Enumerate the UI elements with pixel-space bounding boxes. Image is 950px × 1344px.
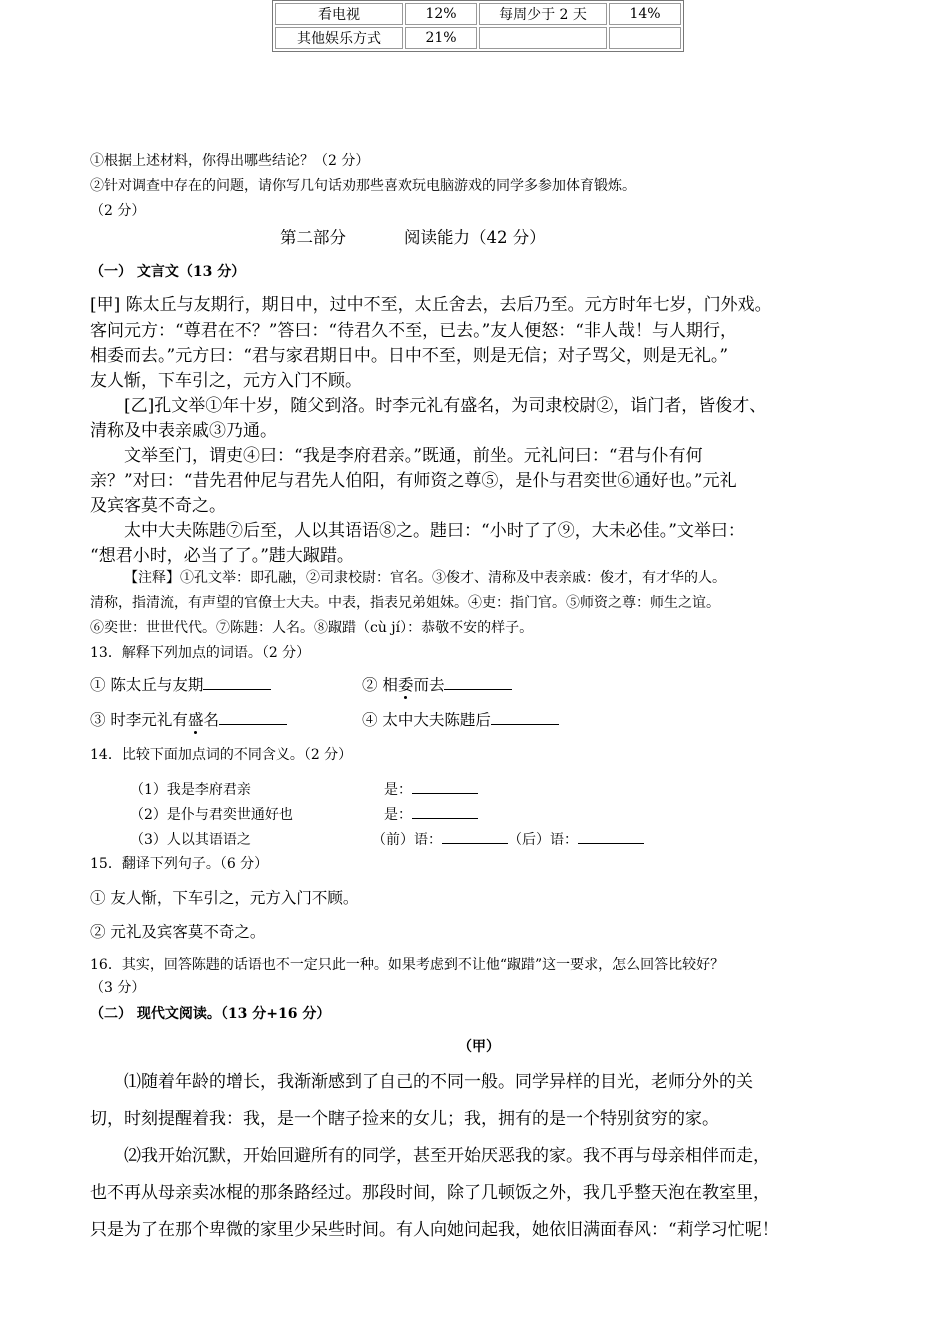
table-cell: 看电视 bbox=[275, 3, 403, 25]
passage-line: 只是为了在那个卑微的家里少呆些时间。有人向她问起我，她依旧满面春风：“莉学习忙呢！ bbox=[90, 1220, 779, 1240]
item-text: （前）语： bbox=[372, 832, 442, 848]
question-14-item-3: （3）人以其语语之 bbox=[130, 832, 251, 848]
table-row bbox=[275, 3, 681, 25]
table-cell: 21% bbox=[405, 27, 477, 49]
question-13-title: 13．解释下列加点的词语。（2 分） bbox=[90, 645, 311, 661]
passage-line: 清称及中表亲戚③乃通。 bbox=[90, 421, 277, 441]
table-cell: 每周少于 2 天 bbox=[479, 3, 607, 25]
section-heading-modern: （二） 现代文阅读。（13 分+16 分） bbox=[90, 1006, 331, 1022]
passage-line: [乙]孔文举①年十岁，随父到洛。时李元礼有盛名，为司隶校尉②，诣门者，皆俊才、 bbox=[124, 396, 767, 416]
table-cell: 其他娱乐方式 bbox=[275, 27, 403, 49]
passage-line: “想君小时，必当了了。”韪大踧踖。 bbox=[90, 546, 354, 566]
passage-line: 相委而去。”元方曰：“君与家君期日中。日中不至，则是无信；对子骂父，则是无礼。” bbox=[90, 346, 729, 366]
item-text: ① 陈太丘与友期 bbox=[90, 676, 204, 694]
item-text: 是： bbox=[384, 807, 412, 823]
passage-line: ⑵我开始沉默，开始回避所有的同学，甚至开始厌恶我的家。我不再与母亲相伴而走， bbox=[124, 1146, 770, 1166]
item-text: （后）语： bbox=[508, 832, 578, 848]
note-line: 清称，指清流，有声望的官僚士大夫。中表，指表兄弟姐妹。④吏：指门官。⑤师资之尊：师生之谊。 bbox=[90, 595, 720, 611]
survey-table bbox=[272, 0, 684, 52]
passage-line: [甲] 陈太丘与友期行，期日中，过中不至，太丘舍去，去后乃至。元方时年七岁，门外戏。 bbox=[90, 295, 772, 315]
passage-line: 也不再从母亲卖冰棍的那条路经过。那段时间，除了几顿饭之外，我几乎整天泡在教室里， bbox=[90, 1183, 770, 1203]
table-cell: 14% bbox=[609, 3, 681, 25]
answer-blank[interactable] bbox=[578, 843, 644, 844]
survey-question-2: ②针对调查中存在的问题，请你写几句话劝那些喜欢玩电脑游戏的同学多参加体育锻炼。 bbox=[90, 178, 636, 194]
question-13-item-4 bbox=[362, 708, 559, 730]
survey-question-1: ①根据上述材料，你得出哪些结论？（2 分） bbox=[90, 153, 370, 169]
question-14-item-2: （2）是仆与君奕世通好也 bbox=[130, 807, 293, 823]
item-text: 而去 bbox=[413, 676, 445, 694]
item-text: ④ 太中大夫陈韪后 bbox=[362, 711, 491, 729]
passage-line: 文举至门，谓吏④曰：“我是李府君亲。”既通，前坐。元礼问曰：“君与仆有何 bbox=[124, 446, 703, 466]
question-15-sentence-2: ② 元礼及宾客莫不奇之。 bbox=[90, 923, 266, 941]
dotted-word: 盛 bbox=[188, 708, 204, 730]
item-text: 名 bbox=[203, 711, 219, 729]
answer-blank[interactable] bbox=[412, 793, 478, 794]
passage-line: 友人惭，下车引之，元方入门不顾。 bbox=[90, 371, 362, 391]
table-row bbox=[275, 27, 681, 49]
passage-line: 切，时刻提醒着我：我，是一个瞎子捡来的女儿；我，拥有的是一个特别贫穷的家。 bbox=[90, 1109, 719, 1129]
question-13-item-2 bbox=[362, 673, 512, 695]
passage-line: 亲？”对曰：“昔先君仲尼与君先人伯阳，有师资之尊⑤，是仆与君奕世⑥通好也。”元礼 bbox=[90, 471, 737, 491]
item-text: ③ 时李元礼有 bbox=[90, 711, 188, 729]
question-14-title: 14．比较下面加点词的不同含义。（2 分） bbox=[90, 747, 353, 763]
passage-title-jia: （甲） bbox=[458, 1039, 500, 1055]
part-title: 第二部分 bbox=[280, 228, 346, 247]
question-14-answer-3 bbox=[372, 829, 644, 849]
survey-question-2-score: （2 分） bbox=[90, 203, 146, 219]
answer-blank[interactable] bbox=[491, 724, 559, 725]
question-13-item-3 bbox=[90, 708, 287, 730]
passage-line: ⑴随着年龄的增长，我渐渐感到了自己的不同一般。同学异样的目光，老师分外的关 bbox=[124, 1072, 753, 1092]
question-15-sentence-1: ① 友人惭，下车引之，元方入门不顾。 bbox=[90, 889, 359, 907]
answer-blank[interactable] bbox=[442, 843, 508, 844]
note-line: ⑥奕世：世世代代。⑦陈韪：人名。⑧踧踖（cù jí）：恭敬不安的样子。 bbox=[90, 620, 534, 636]
question-16-text: 16．其实，回答陈韪的话语也不一定只此一种。如果考虑到不让他“踧踖”这一要求，怎么回答比较好？ bbox=[90, 957, 725, 973]
table-cell bbox=[609, 27, 681, 49]
item-text: ② 相 bbox=[362, 676, 398, 694]
passage-line: 太中大夫陈韪⑦后至，人以其语语⑧之。韪曰：“小时了了⑨，大未必佳。”文举曰： bbox=[124, 521, 745, 541]
dotted-word: 委 bbox=[398, 673, 414, 695]
answer-blank[interactable] bbox=[203, 689, 271, 690]
answer-blank[interactable] bbox=[219, 724, 287, 725]
item-text: 是： bbox=[384, 782, 412, 798]
answer-blank[interactable] bbox=[444, 689, 512, 690]
answer-blank[interactable] bbox=[412, 818, 478, 819]
table-cell bbox=[479, 27, 607, 49]
passage-line: 及宾客莫不奇之。 bbox=[90, 496, 226, 516]
question-14-answer-1 bbox=[384, 779, 478, 799]
part-subtitle: 阅读能力（42 分） bbox=[404, 228, 546, 247]
question-14-answer-2 bbox=[384, 804, 478, 824]
section-heading-classical: （一） 文言文（13 分） bbox=[90, 264, 246, 280]
passage-line: 客问元方：“尊君在不？”答曰：“待君久不至，已去。”友人便怒：“非人哉！与人期行， bbox=[90, 321, 737, 341]
question-13-item-1 bbox=[90, 673, 271, 695]
question-15-title: 15．翻译下列句子。（6 分） bbox=[90, 856, 269, 872]
table-cell: 12% bbox=[405, 3, 477, 25]
question-16-score: （3 分） bbox=[90, 980, 146, 996]
question-14-item-1: （1）我是李府君亲 bbox=[130, 782, 251, 798]
note-line: 【注释】①孔文举：即孔融，②司隶校尉：官名。③俊才、清称及中表亲戚：俊才，有才华的人。 bbox=[124, 570, 726, 586]
